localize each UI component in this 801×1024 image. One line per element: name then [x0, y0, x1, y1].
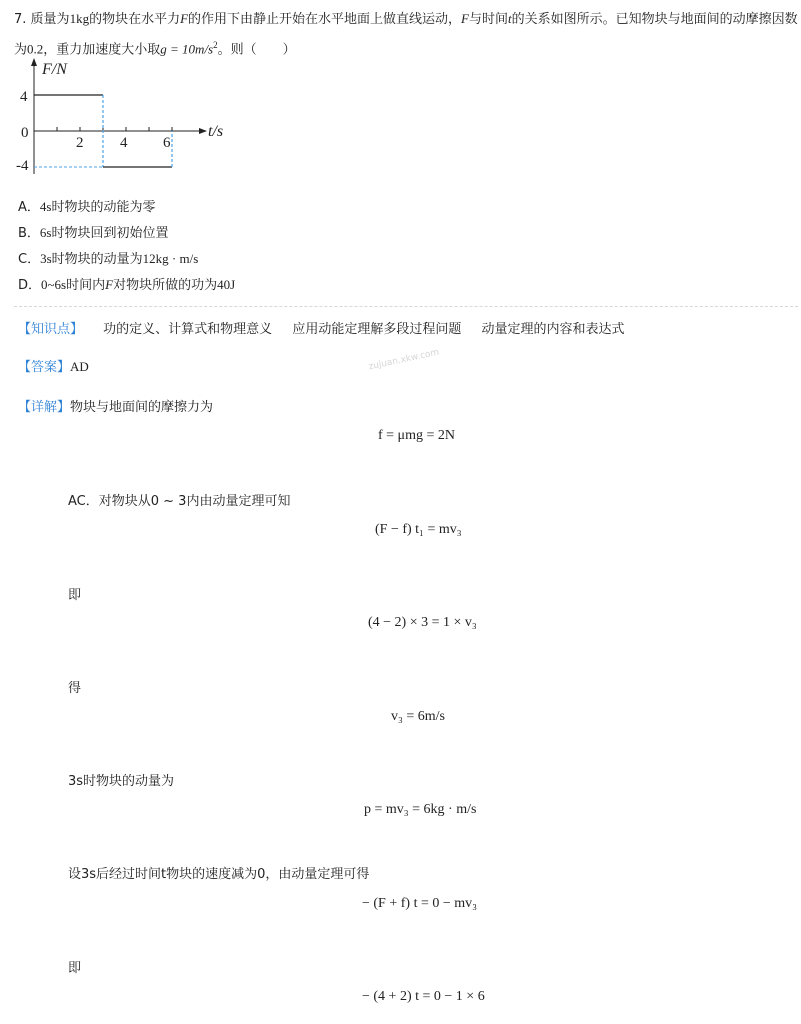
- x-axis-arrow: [199, 128, 207, 134]
- knowledge-item[interactable]: 功的定义、计算式和物理意义: [103, 322, 273, 337]
- detail-tag: 【详解】: [18, 400, 71, 415]
- x-axis-label: t/s: [208, 123, 224, 140]
- option-label: C．: [18, 252, 41, 267]
- force-symbol: F: [105, 277, 114, 292]
- section-divider: [14, 306, 798, 307]
- formula-friction: f = μmg = 2N: [378, 428, 455, 443]
- formula-substitution: (4 − 2) × 3 = 1 × v₃: [368, 615, 477, 630]
- formula-momentum-theorem: (F − f) t₁ = mv₃: [375, 522, 462, 537]
- y-axis-arrow: [31, 58, 37, 66]
- detail-text: 物块与地面间的摩擦力为: [70, 400, 214, 415]
- step-text: 设3s后经过时间t物块的速度减为0，由动量定理可得: [68, 867, 370, 882]
- watermark: zujuan.xkw.com: [367, 347, 441, 373]
- option-text: 对物块所做的功为: [113, 278, 218, 293]
- q-text: 的作用下由静止开始在水平地面上做直线运动，: [188, 12, 462, 27]
- option-label: B．: [18, 226, 40, 241]
- option-d[interactable]: [18, 274, 235, 293]
- y-tick-label: -4: [16, 158, 29, 174]
- q-text: ，重力加速度大小取: [43, 42, 161, 58]
- knowledge-tag: 【知识点】: [18, 322, 84, 337]
- time-symbol: t: [508, 11, 512, 26]
- x-tick-label: 4: [120, 135, 128, 151]
- knowledge-item[interactable]: 动量定理的内容和表达式: [481, 322, 625, 337]
- force-time-graph: [12, 56, 242, 178]
- detail-intro: [18, 396, 213, 415]
- option-text: 时物块回到初始位置: [51, 226, 169, 241]
- force-symbol: F: [180, 11, 189, 26]
- mu-value: 0.2: [27, 41, 44, 57]
- gravity-value: g = 10m/s: [160, 41, 214, 57]
- step-text: 即: [68, 961, 82, 976]
- option-c[interactable]: [18, 248, 198, 267]
- option-value: 6s: [39, 225, 52, 240]
- formula-impulse-values: − (4 + 2) t = 0 − 1 × 6: [362, 989, 485, 1004]
- formula-velocity: v₃ = 6m/s: [391, 709, 446, 724]
- option-label: A．: [18, 200, 40, 215]
- answer-tag: 【答案】: [18, 360, 71, 375]
- option-value: 4s: [39, 199, 52, 214]
- y-tick-label: 0: [21, 125, 29, 141]
- q-text: 。则（ ）: [217, 42, 296, 58]
- option-b[interactable]: [18, 222, 169, 241]
- q-text: 的物块在水平力: [89, 12, 181, 27]
- option-value: 12kg · m/s: [142, 251, 199, 266]
- option-text: 时物块的动量为: [51, 252, 143, 267]
- step-text: AC．对物块从0 ~ 3内由动量定理可知: [68, 494, 291, 509]
- knowledge-points: [18, 318, 624, 337]
- option-value: 3s: [40, 251, 52, 266]
- step-text: 即: [68, 588, 82, 603]
- y-tick-label: 4: [20, 89, 28, 105]
- x-tick-marks: [57, 127, 172, 131]
- force-symbol: F: [461, 11, 469, 26]
- x-tick-label: 2: [76, 135, 84, 151]
- question-line-1: [14, 10, 798, 29]
- q-text: 质量为: [30, 12, 70, 27]
- option-text: 时物块的动能为零: [51, 200, 156, 215]
- option-a[interactable]: [18, 196, 155, 215]
- answer-value: AD: [70, 359, 89, 374]
- question-number: 7.: [14, 12, 27, 27]
- knowledge-item[interactable]: 应用动能定理解多段过程问题: [292, 322, 462, 337]
- x-tick-label: 6: [163, 135, 171, 151]
- y-axis-label: F/N: [42, 61, 67, 78]
- q-text: 为: [14, 42, 28, 58]
- answer-row: [18, 356, 89, 375]
- q-text: 与时间: [469, 12, 509, 27]
- step-text: 3s时物块的动量为: [68, 774, 175, 789]
- q-text: 的关系如图所示。已知物块与地面间的动摩擦因数: [511, 12, 798, 27]
- option-value: 0~6s: [41, 277, 67, 292]
- formula-impulse: − (F + f) t = 0 − mv₃: [362, 896, 478, 911]
- formula-momentum: p = mv₃ = 6kg · m/s: [364, 802, 477, 817]
- option-text: 时间内: [66, 278, 106, 293]
- option-label: D．: [18, 278, 42, 293]
- step-text: 得: [68, 681, 82, 696]
- option-value: 40J: [217, 277, 236, 292]
- gravity-exponent: 2: [213, 40, 218, 50]
- mass-value: 1kg: [69, 11, 90, 26]
